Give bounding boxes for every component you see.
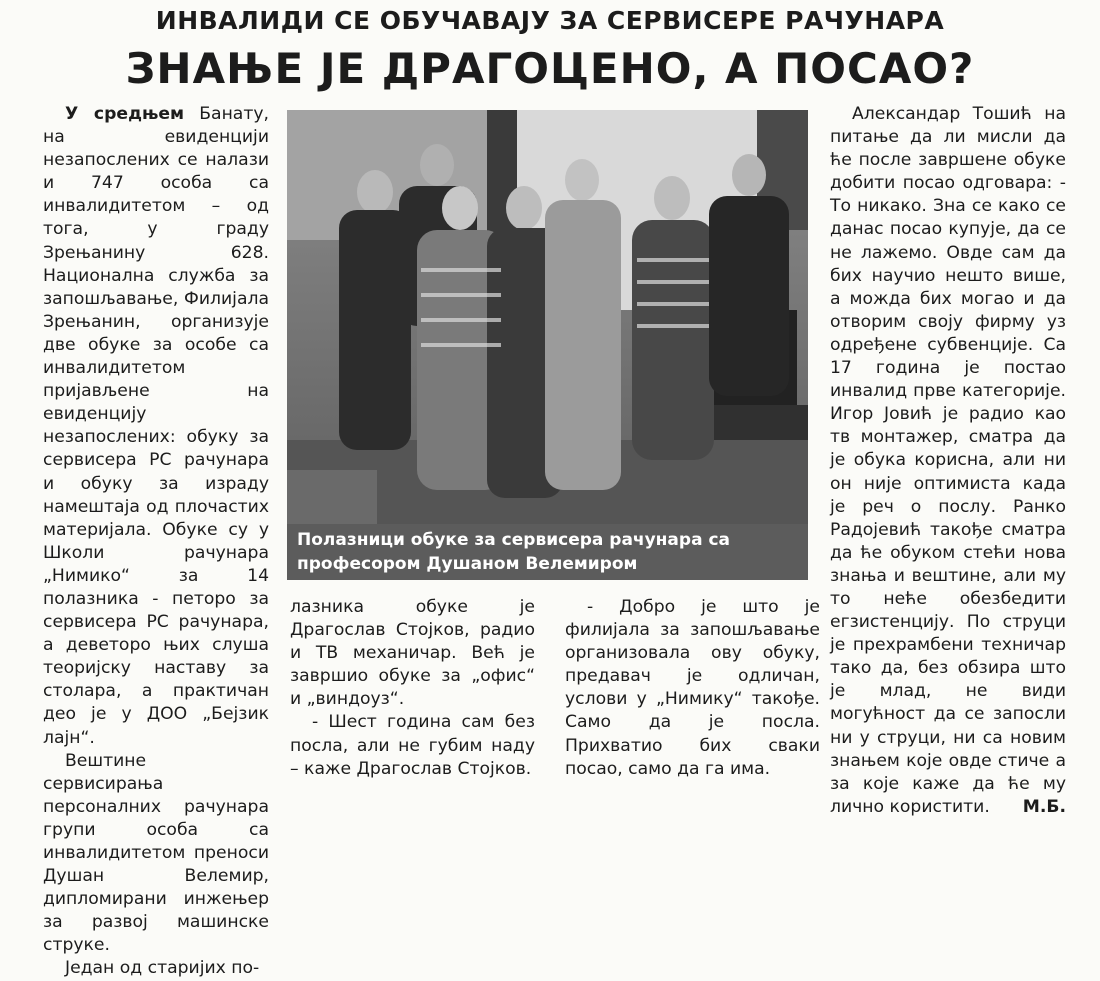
- lead-word: У средњем: [65, 104, 185, 124]
- column-3: [565, 596, 820, 781]
- column-1: [43, 103, 269, 981]
- paragraph: [43, 103, 269, 750]
- paragraph-text: Банату, на евиденцији незапослених се налази и 747 особа са инвалидитетом – од тога, у граду Зрењанину 628. Национална служба за запошљавање, Филијала Зрењанин, организује две обуке за особе са инвалидитетом пријављене на евиденцију незапослених: обуку за сервисера PC рачунара и обуку за израду намештаја од плочастих материјала. Обуке су у Школи рачунара „Нимико“ за 14 полазника - петоро за сервисера PC рачунара, а деветоро њих слуша теоријску наставу за столара, а практичан део је у ДОО „Бејзик лајн“.: [43, 104, 269, 748]
- paragraph: - Шест година сам без посла, али не губим наду – каже Драгослав Стојков.: [290, 712, 535, 779]
- paragraph-text: Александар Тошић на питање да ли мисли да ће после завршене обуке добити посао одговара: - То никако. Зна се како се данас посао купује, да се не лажемо. Овде сам да бих научио нешто више, а можда бих могао и да отворим своју фирму уз одређене субвенције. Са 17 година је постао инвалид прве категорије. Игор Јовић је радио као тв монтажер, сматра да је обука корисна, али ни он није оптимиста када је реч о послу. Ранко Радојевић такође сматра да ће обуком стећи нова знања и вештине, али му то неће обезбедити егзистенцију. По струци је прехрамбени техничар тако да, без обзира што је млад, не види могућност да се запосли ни у струци, ни са новим знањем које овде стиче а за које каже да ће му лично користити.: [830, 104, 1066, 817]
- paragraph: - Добро је што је филијала за запошљавање организовала ову обуку, предавач је одличан, услови у „Нимику“ такође. Само да је посла. Прихватио бих сваки посао, само да га има.: [565, 597, 820, 779]
- article-photo: [287, 110, 808, 580]
- article-headline: ЗНАЊЕ ЈЕ ДРАГОЦЕНО, А ПОСАО?: [125, 44, 975, 93]
- paragraph: [830, 103, 1066, 819]
- photo-caption: Полазници обуке за сервисера рачунара са професором Душаном Велемиром: [287, 524, 808, 580]
- group-photo-illustration: [287, 110, 808, 580]
- column-4: [830, 103, 1066, 819]
- paragraph: Вештине сервисирања персоналних рачунара групи особа са инвалидитетом преноси Душан Велемир, дипломирани инжењер за развој машинске струке.: [43, 750, 269, 956]
- paragraph: лазника обуке је Драгослав Стојков, радио и ТВ механичар. Већ је завршио обуке за „офис“ и „виндоуз“.: [290, 597, 535, 710]
- article-kicker: ИНВАЛИДИ СЕ ОБУЧАВАЈУ ЗА СЕРВИСЕРЕ РАЧУНАРА: [155, 6, 945, 35]
- column-2: [290, 596, 535, 781]
- paragraph: Један од старијих по-: [65, 958, 260, 979]
- author-signature: М.Б.: [1022, 796, 1066, 817]
